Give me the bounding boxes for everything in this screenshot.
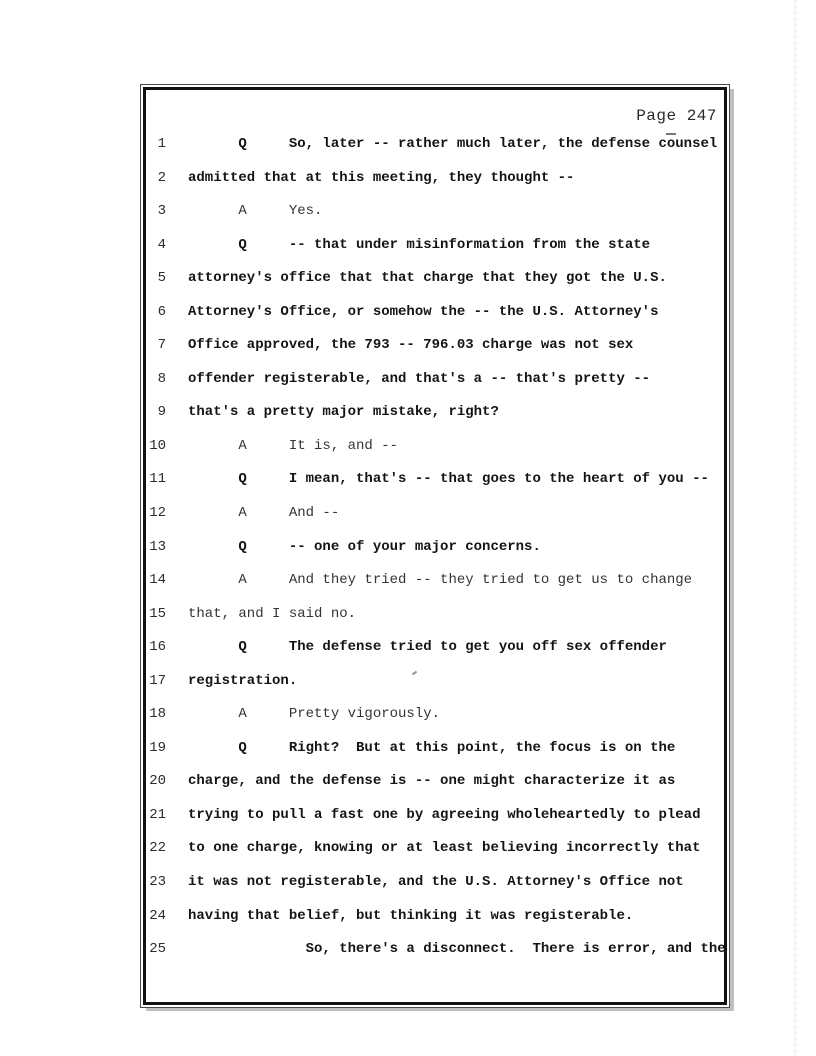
transcript-line — [146, 765, 724, 799]
transcript-line — [146, 229, 724, 263]
line-number: 5 — [157, 270, 166, 287]
line-number: 8 — [157, 370, 166, 387]
line-number: 23 — [149, 874, 166, 891]
transcript-line — [146, 262, 724, 296]
line-number: 11 — [149, 471, 166, 488]
line-text: admitted that at this meeting, they thought -- — [188, 169, 575, 186]
transcript-line — [146, 463, 724, 497]
transcript-page-frame — [140, 84, 730, 1008]
line-number: 17 — [149, 672, 166, 689]
line-text: it was not registerable, and the U.S. Attorney's Office not — [188, 874, 684, 891]
transcript-line — [146, 531, 724, 565]
line-text: trying to pull a fast one by agreeing wholeheartedly to plead — [188, 806, 701, 823]
transcript-line — [146, 933, 724, 967]
transcript-line — [146, 832, 724, 866]
line-number: 20 — [149, 773, 166, 790]
transcript-line — [146, 866, 724, 900]
line-text: having that belief, but thinking it was registerable. — [188, 907, 634, 924]
line-number: 3 — [157, 203, 166, 220]
line-text: Q I mean, that's -- that goes to the heart of you -- — [188, 471, 709, 488]
transcript-line — [146, 329, 724, 363]
line-number: 7 — [157, 337, 166, 354]
transcript-line — [146, 799, 724, 833]
transcript-line — [146, 665, 724, 699]
line-text: attorney's office that that charge that they got the U.S. — [188, 270, 667, 287]
line-number: 4 — [157, 236, 166, 253]
transcript-line — [146, 296, 724, 330]
line-number: 6 — [157, 303, 166, 320]
line-text: that's a pretty major mistake, right? — [188, 404, 499, 421]
line-text: A Pretty vigorously. — [188, 706, 441, 723]
line-text: that, and I said no. — [188, 605, 357, 622]
line-text: Q -- that under misinformation from the state — [188, 236, 651, 253]
line-text: So, there's a disconnect. There is error, and the — [188, 941, 726, 958]
transcript-line — [146, 162, 724, 196]
line-number: 1 — [157, 136, 166, 152]
transcript-line — [146, 128, 724, 162]
page-number-label: Page 247 — [636, 107, 717, 125]
transcript-line — [146, 900, 724, 934]
line-number: 12 — [149, 505, 166, 522]
line-text: registration. — [188, 672, 298, 689]
line-number: 18 — [149, 706, 166, 723]
line-text: Q -- one of your major concerns. — [188, 538, 541, 555]
line-number: 9 — [157, 404, 166, 421]
transcript-line — [146, 430, 724, 464]
transcript-line — [146, 598, 724, 632]
transcript-lines — [146, 128, 724, 967]
transcript-line — [146, 631, 724, 665]
line-number: 16 — [149, 639, 166, 656]
line-number: 24 — [149, 907, 166, 924]
line-number: 21 — [149, 806, 166, 823]
transcript-line — [146, 732, 724, 766]
transcript-page-inner-border — [143, 87, 727, 1005]
line-number: 14 — [149, 572, 166, 589]
line-number: 22 — [149, 840, 166, 857]
transcript-line — [146, 698, 724, 732]
transcript-line — [146, 564, 724, 598]
line-number: 2 — [157, 169, 166, 186]
line-text: A It is, and -- — [188, 437, 399, 454]
line-number: 19 — [149, 739, 166, 756]
scan-edge-streak — [794, 0, 797, 1056]
line-text: Attorney's Office, or somehow the -- the U.S. Attorney's — [188, 303, 659, 320]
line-text: offender registerable, and that's a -- that's pretty -- — [188, 370, 651, 387]
line-text: A And they tried -- they tried to get us to change — [188, 572, 693, 589]
transcript-line — [146, 396, 724, 430]
line-text: Office approved, the 793 -- 796.03 charge was not sex — [188, 337, 634, 354]
line-number: 13 — [149, 538, 166, 555]
transcript-line — [146, 195, 724, 229]
transcript-line — [146, 497, 724, 531]
line-text: charge, and the defense is -- one might characterize it as — [188, 773, 676, 790]
line-text: Q So, later -- rather much later, the defense counsel — [188, 136, 718, 152]
line-number: 10 — [149, 437, 166, 454]
line-text: A Yes. — [188, 203, 323, 220]
line-text: to one charge, knowing or at least believing incorrectly that — [188, 840, 701, 857]
transcript-line — [146, 363, 724, 397]
line-number: 15 — [149, 605, 166, 622]
line-text: Q Right? But at this point, the focus is on the — [188, 739, 676, 756]
line-number: 25 — [149, 941, 166, 958]
line-text: Q The defense tried to get you off sex offender — [188, 639, 667, 656]
line-text: A And -- — [188, 505, 340, 522]
